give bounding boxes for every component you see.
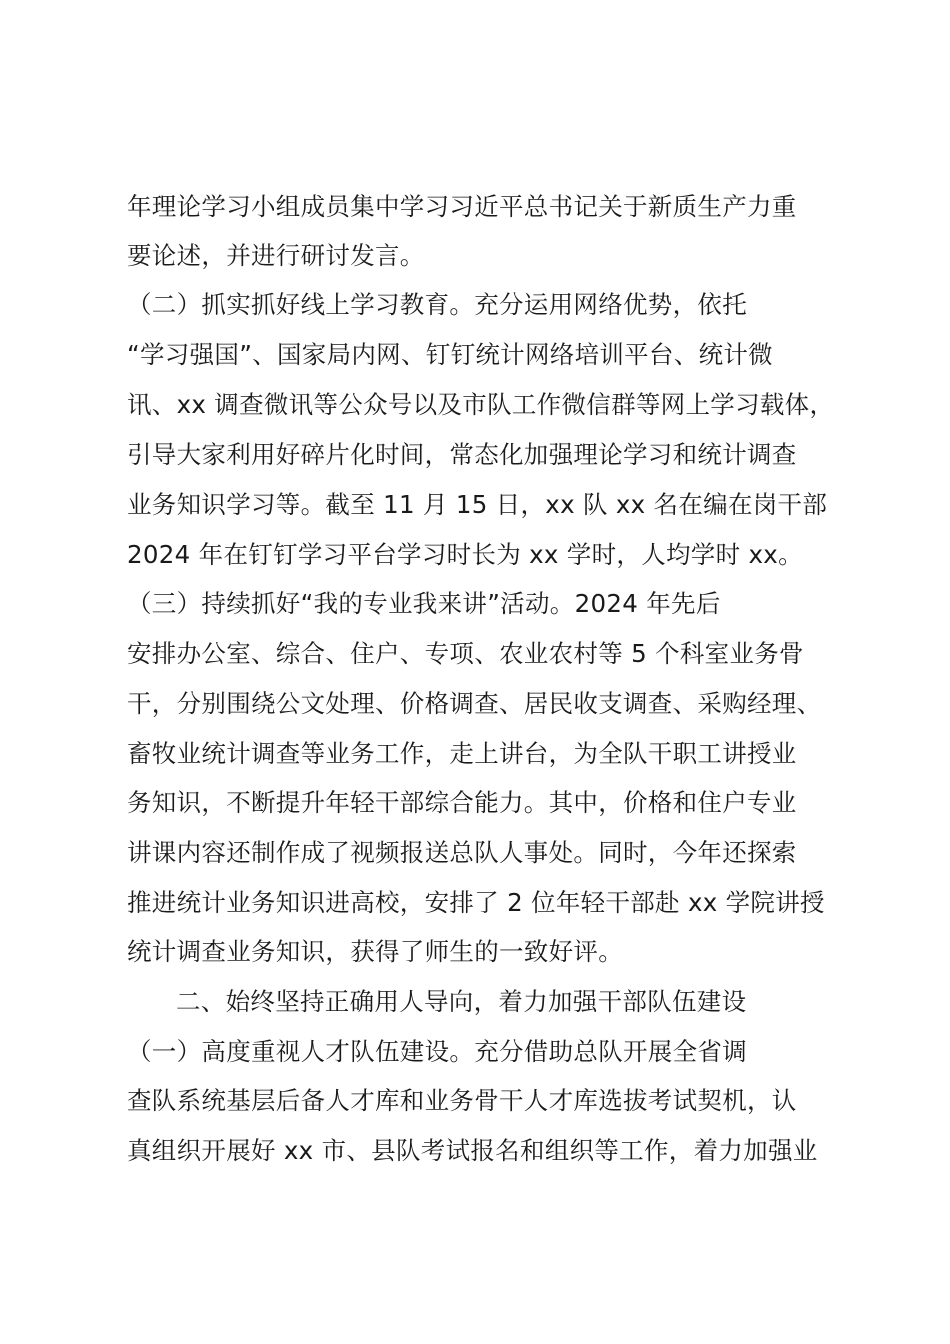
paragraph-line: 务知识，不断提升年轻干部综合能力。其中，价格和住户专业 — [127, 788, 797, 817]
paragraph-line: 讲课内容还制作成了视频报送总队人事处。同时，今年还探索 — [127, 838, 797, 867]
paragraph-line: 引导大家利用好碎片化时间，常态化加强理论学习和统计调查 — [127, 440, 797, 469]
paragraph-line: “学习强国”、国家局内网、钉钉统计网络培训平台、统计微 — [127, 340, 773, 369]
paragraph-line: 要论述，并进行研讨发言。 — [127, 241, 425, 270]
paragraph-line: 安排办公室、综合、住户、专项、农业农村等 5 个科室业务骨 — [127, 639, 804, 668]
paragraph-line: 真组织开展好 xx 市、县队考试报名和组织等工作，着力加强业 — [127, 1136, 818, 1165]
chapter-heading-line: 二、始终坚持正确用人导向，着力加强干部队伍建设 — [176, 987, 747, 1016]
section-heading-line: （二）抓实抓好线上学习教育。充分运用网络优势，依托 — [127, 290, 747, 319]
paragraph-line: 干，分别围绕公文处理、价格调查、居民收支调查、采购经理、 — [127, 689, 822, 718]
section-heading-line: （一）高度重视人才队伍建设。充分借助总队开展全省调 — [127, 1037, 747, 1066]
paragraph-line: 查队系统基层后备人才库和业务骨干人才库选拔考试契机，认 — [127, 1086, 797, 1115]
section-heading-line: （三）持续抓好“我的专业我来讲”活动。2024 年先后 — [127, 589, 721, 618]
paragraph-line: 推进统计业务知识进高校，安排了 2 位年轻干部赴 xx 学院讲授 — [127, 888, 825, 917]
paragraph-line: 讯、xx 调查微讯等公众号以及市队工作微信群等网上学习载体， — [127, 390, 835, 419]
paragraph-line: 2024 年在钉钉学习平台学习时长为 xx 学时，人均学时 xx。 — [127, 540, 803, 569]
paragraph-line: 统计调查业务知识，获得了师生的一致好评。 — [127, 937, 623, 966]
paragraph-line: 年理论学习小组成员集中学习习近平总书记关于新质生产力重 — [127, 192, 797, 221]
paragraph-line: 业务知识学习等。截至 11 月 15 日，xx 队 xx 名在编在岗干部 — [127, 490, 828, 519]
paragraph-line: 畜牧业统计调查等业务工作，走上讲台，为全队干职工讲授业 — [127, 739, 797, 768]
